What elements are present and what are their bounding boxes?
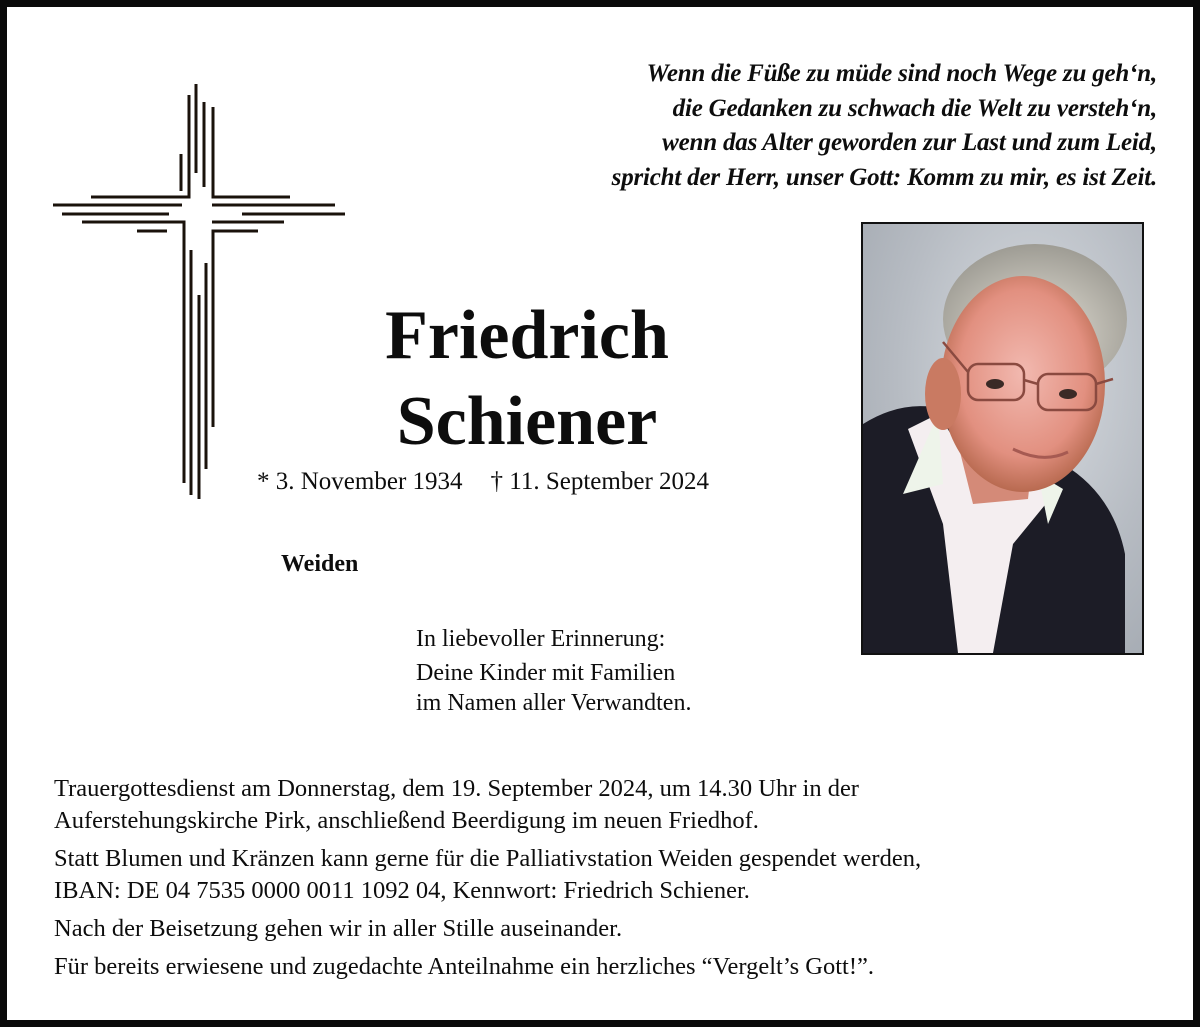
last-name: Schiener bbox=[396, 383, 658, 460]
poem-line: die Gedanken zu schwach die Welt zu versteh‘n, bbox=[672, 94, 1157, 122]
service-line: Auferstehungskirche Pirk, anschließend Beerdigung im neuen Friedhof. bbox=[54, 807, 759, 834]
service-details bbox=[54, 773, 1164, 989]
poem bbox=[437, 57, 1157, 195]
mourners-line: im Namen aller Verwandten. bbox=[416, 690, 692, 716]
hometown: Weiden bbox=[281, 551, 359, 577]
donation-line: IBAN: DE 04 7535 0000 0011 1092 04, Kennwort: Friedrich Schiener. bbox=[54, 877, 750, 904]
deceased-name bbox=[307, 293, 747, 465]
life-dates bbox=[257, 468, 709, 496]
thanks-note: Für bereits erwiesene und zugedachte Anteilnahme ein herzliches “Vergelt’s Gott!”. bbox=[54, 953, 874, 980]
donation-info bbox=[54, 843, 1164, 907]
mourners-line: Deine Kinder mit Familien bbox=[416, 660, 676, 686]
service-info bbox=[54, 773, 1164, 837]
poem-line: wenn das Alter geworden zur Last und zum Leid, bbox=[662, 129, 1157, 156]
poem-line: Wenn die Füße zu müde sind noch Wege zu geh‘n, bbox=[646, 60, 1157, 87]
first-name: Friedrich bbox=[385, 297, 669, 374]
mourners-intro: In liebevoller Erinnerung: bbox=[416, 626, 666, 652]
birth-date: * 3. November 1934 bbox=[257, 468, 463, 495]
poem-line: spricht der Herr, unser Gott: Komm zu mir, es ist Zeit. bbox=[611, 163, 1157, 191]
portrait-illustration bbox=[863, 224, 1142, 653]
death-date: † 11. September 2024 bbox=[490, 468, 710, 495]
portrait-photo bbox=[861, 222, 1144, 655]
mourners-block bbox=[416, 624, 691, 718]
burial-note: Nach der Beisetzung gehen wir in aller Stille auseinander. bbox=[54, 915, 623, 942]
donation-line: Statt Blumen und Kränzen kann gerne für die Palliativstation Weiden gespendet werden, bbox=[54, 845, 922, 872]
service-line: Trauergottesdienst am Donnerstag, dem 19. September 2024, um 14.30 Uhr in der bbox=[54, 775, 859, 802]
